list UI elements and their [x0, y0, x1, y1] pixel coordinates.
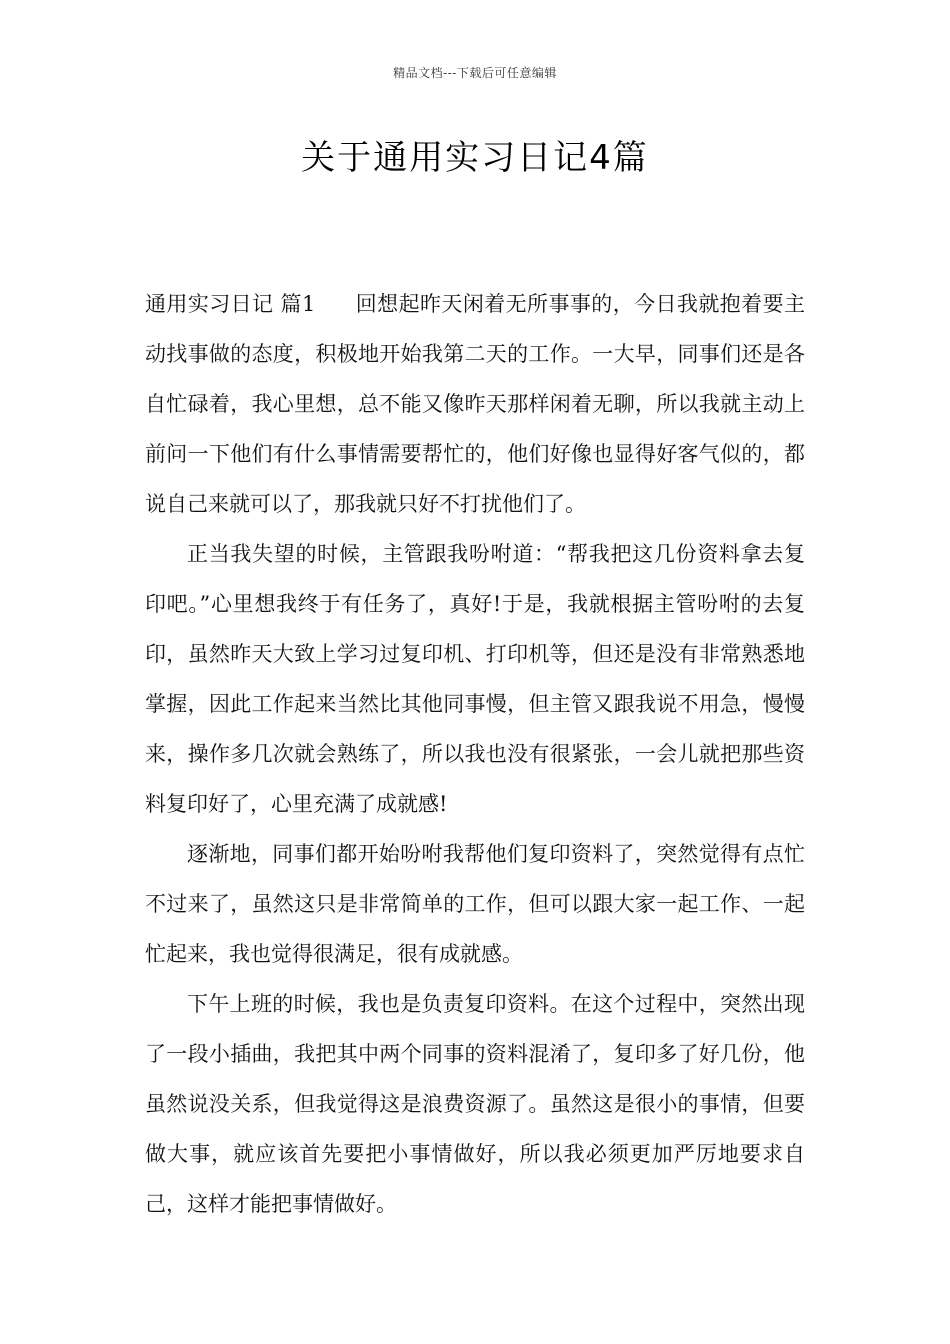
paragraph: 下午上班的时候，我也是负责复印资料。在这个过程中，突然出现了一段小插曲，我把其中两个同事的资料混淆了，复印多了好几份，他虽然说没关系，但我觉得这是浪费资源了。虽然这是很小的事情，但要做大事，就应该首先要把小事情做好，所以我必须更加严厉地要求自己，这样才能把事情做好。: [145, 992, 805, 1216]
entry-first-paragraph: [145, 279, 805, 529]
document-body: [145, 279, 805, 1229]
paragraph: 正当我失望的时候，主管跟我吩咐道：“帮我把这几份资料拿去复印吧。”心里想我终于有任务了，真好!于是，我就根据主管吩咐的去复印，虽然昨天大致上学习过复印机、打印机等，但还是没有非常熟悉地掌握，因此工作起来当然比其他同事慢，但主管又跟我说不用急，慢慢来，操作多几次就会熟练了，所以我也没有很紧张，一会儿就把那些资料复印好了，心里充满了成就感!: [145, 542, 805, 816]
entry-label: 通用实习日记 篇1: [145, 292, 316, 316]
paragraph: 逐渐地，同事们都开始吩咐我帮他们复印资料了，突然觉得有点忙不过来了，虽然这只是非常简单的工作，但可以跟大家一起工作、一起忙起来，我也觉得很满足，很有成就感。: [145, 842, 805, 966]
entry-first-text: 回想起昨天闲着无所事事的，今日我就抱着要主动找事做的态度，积极地开始我第二天的工作。一大早，同事们还是各自忙碌着，我心里想，总不能又像昨天那样闲着无聊，所以我就主动上前问一下他们有什么事情需要帮忙的，他们好像也显得好客气似的，都说自己来就可以了，那我就只好不打扰他们了。: [145, 292, 805, 516]
header-note: 精品文档---下载后可任意编辑: [393, 66, 557, 80]
document-title: 关于通用实习日记4篇: [301, 138, 649, 178]
